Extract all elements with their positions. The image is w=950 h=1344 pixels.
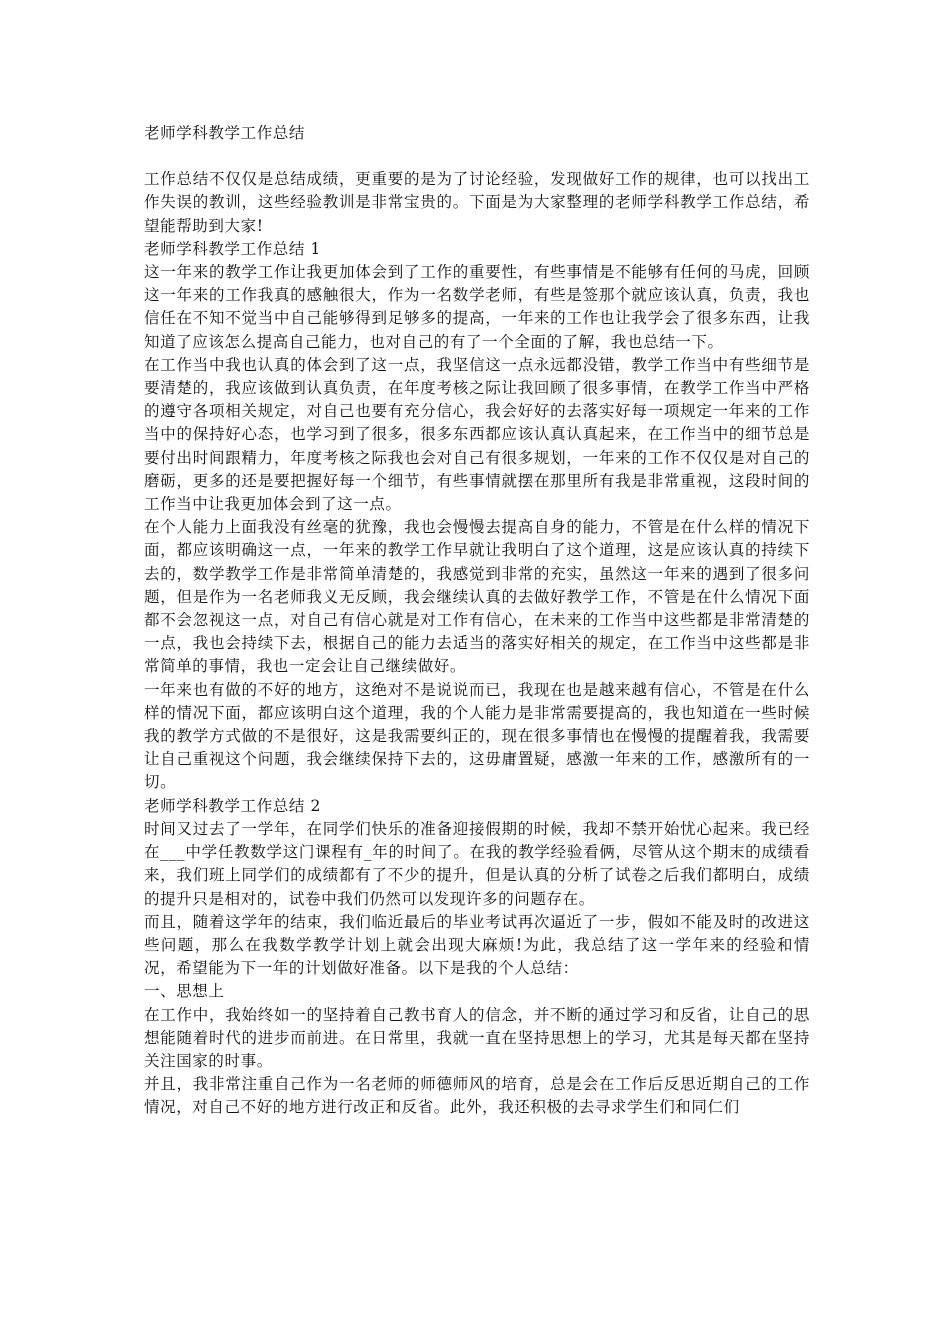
paragraph: 一年来也有做的不好的地方，这绝对不是说说而已，我现在也是越来越有信心，不管是在什么样的情况下面，都应该明白这个道理，我的个人能力是非常需要提高的，我也知道在一些时候我的教学方式做的不是很好，这是我需要纠正的，现在很多事情也在慢慢的提醒着我，我需要让自己重视这个问题，我会继续保持下去的，这毋庸置疑，感激一年来的工作，感激所有的一切。 [144,680,810,792]
paragraph: 时间又过去了一学年，在同学们快乐的准备迎接假期的时候，我却不禁开始忧心起来。我已经在___中学任教数学这门课程有_年的时间了。在我的教学经验看俩，尽管从这个期末的成绩看来，我们班上同学们的成绩都有了不少的提升，但是认真的分析了试卷之后我们都明白，成绩的提升只是相对的，试卷中我们仍然可以发现许多的问题存在。 [144,819,810,908]
document-body [144,168,810,1119]
document-page [144,122,810,1120]
document-title: 老师学科教学工作总结 [144,124,306,142]
paragraph: 这一年来的教学工作让我更加体会到了工作的重要性，有些事情是不能够有任何的马虎，回顾这一年来的工作我真的感触很大，作为一名数学老师，有些是签那个就应该认真，负责，我也信任在不知不觉当中自己能够得到足够多的提高，一年来的工作也让我学会了很多东西，让我知道了应该怎么提高自己能力，也对自己的有了一个全面的了解，我也总结一下。 [144,263,810,351]
paragraph: 而且，随着这学年的结束，我们临近最后的毕业考试再次逼近了一步，假如不能及时的改进这些问题，那么在我数学教学计划上就会出现大麻烦!为此，我总结了这一学年来的经验和情况，希望能为下一年的计划做好准备。以下是我的个人总结： [144,912,810,978]
section-heading-1: 老师学科教学工作总结 1 [144,239,321,258]
subsection-heading-thought: 一、思想上 [144,982,225,1001]
paragraph: 在工作当中我也认真的体会到了这一点，我坚信这一点永远都没错，教学工作当中有些细节是要清楚的，我应该做到认真负责，在年度考核之际让我回顾了很多事情，在教学工作当中严格的遵守各项相关规定，对自己也要有充分信心，我会好好的去落实好每一项规定一年来的工作当中的保持好心态，也学习到了很多，很多东西都应该认真认真起来，在工作当中的细节总是要付出时间跟精力，年度考核之际我也会对自己有很多规划，一年来的工作不仅仅是对自己的磨砺，更多的还是要把握好每一个细节，有些事情就摆在那里所有我是非常重视，这段时间的工作当中让我更加体会到了这一点。 [144,355,810,514]
paragraph: 在工作中，我始终如一的坚持着自己教书育人的信念，并不断的通过学习和反省，让自己的思想能随着时代的进步而前进。在日常里，我就一直在坚持思想上的学习，尤其是每天都在坚持关注国家的时事。 [144,1005,810,1070]
paragraph: 在个人能力上面我没有丝毫的犹豫，我也会慢慢去提高自身的能力，不管是在什么样的情况下面，都应该明确这一点，一年来的教学工作早就让我明白了这个道理，这是应该认真的持续下去的，数学教学工作是非常简单清楚的，我感觉到非常的充实，虽然这一年来的遇到了很多问题，但是作为一名老师我义无反顾，我会继续认真的去做好教学工作，不管是在什么情况下面都不会忽视这一点，对自己有信心就是对工作有信心，在未来的工作当中这些都是非常清楚的一点，我也会持续下去，根据自己的能力去适当的落实好相关的规定，在工作当中这些都是非常简单的事情，我也一定会让自己继续做好。 [144,518,810,676]
section-heading-2: 老师学科教学工作总结 2 [144,796,321,815]
paragraph-intro: 工作总结不仅仅是总结成绩，更重要的是为了讨论经验，发现做好工作的规律，也可以找出工作失误的教训，这些经验教训是非常宝贵的。下面是为大家整理的老师学科教学工作总结，希望能帮助到大家! [144,170,810,235]
paragraph: 并且，我非常注重自己作为一名老师的师德师风的培育，总是会在工作后反思近期自己的工作情况，对自己不好的地方进行改正和反省。此外，我还积极的去寻求学生们和同仁们 [144,1075,810,1117]
